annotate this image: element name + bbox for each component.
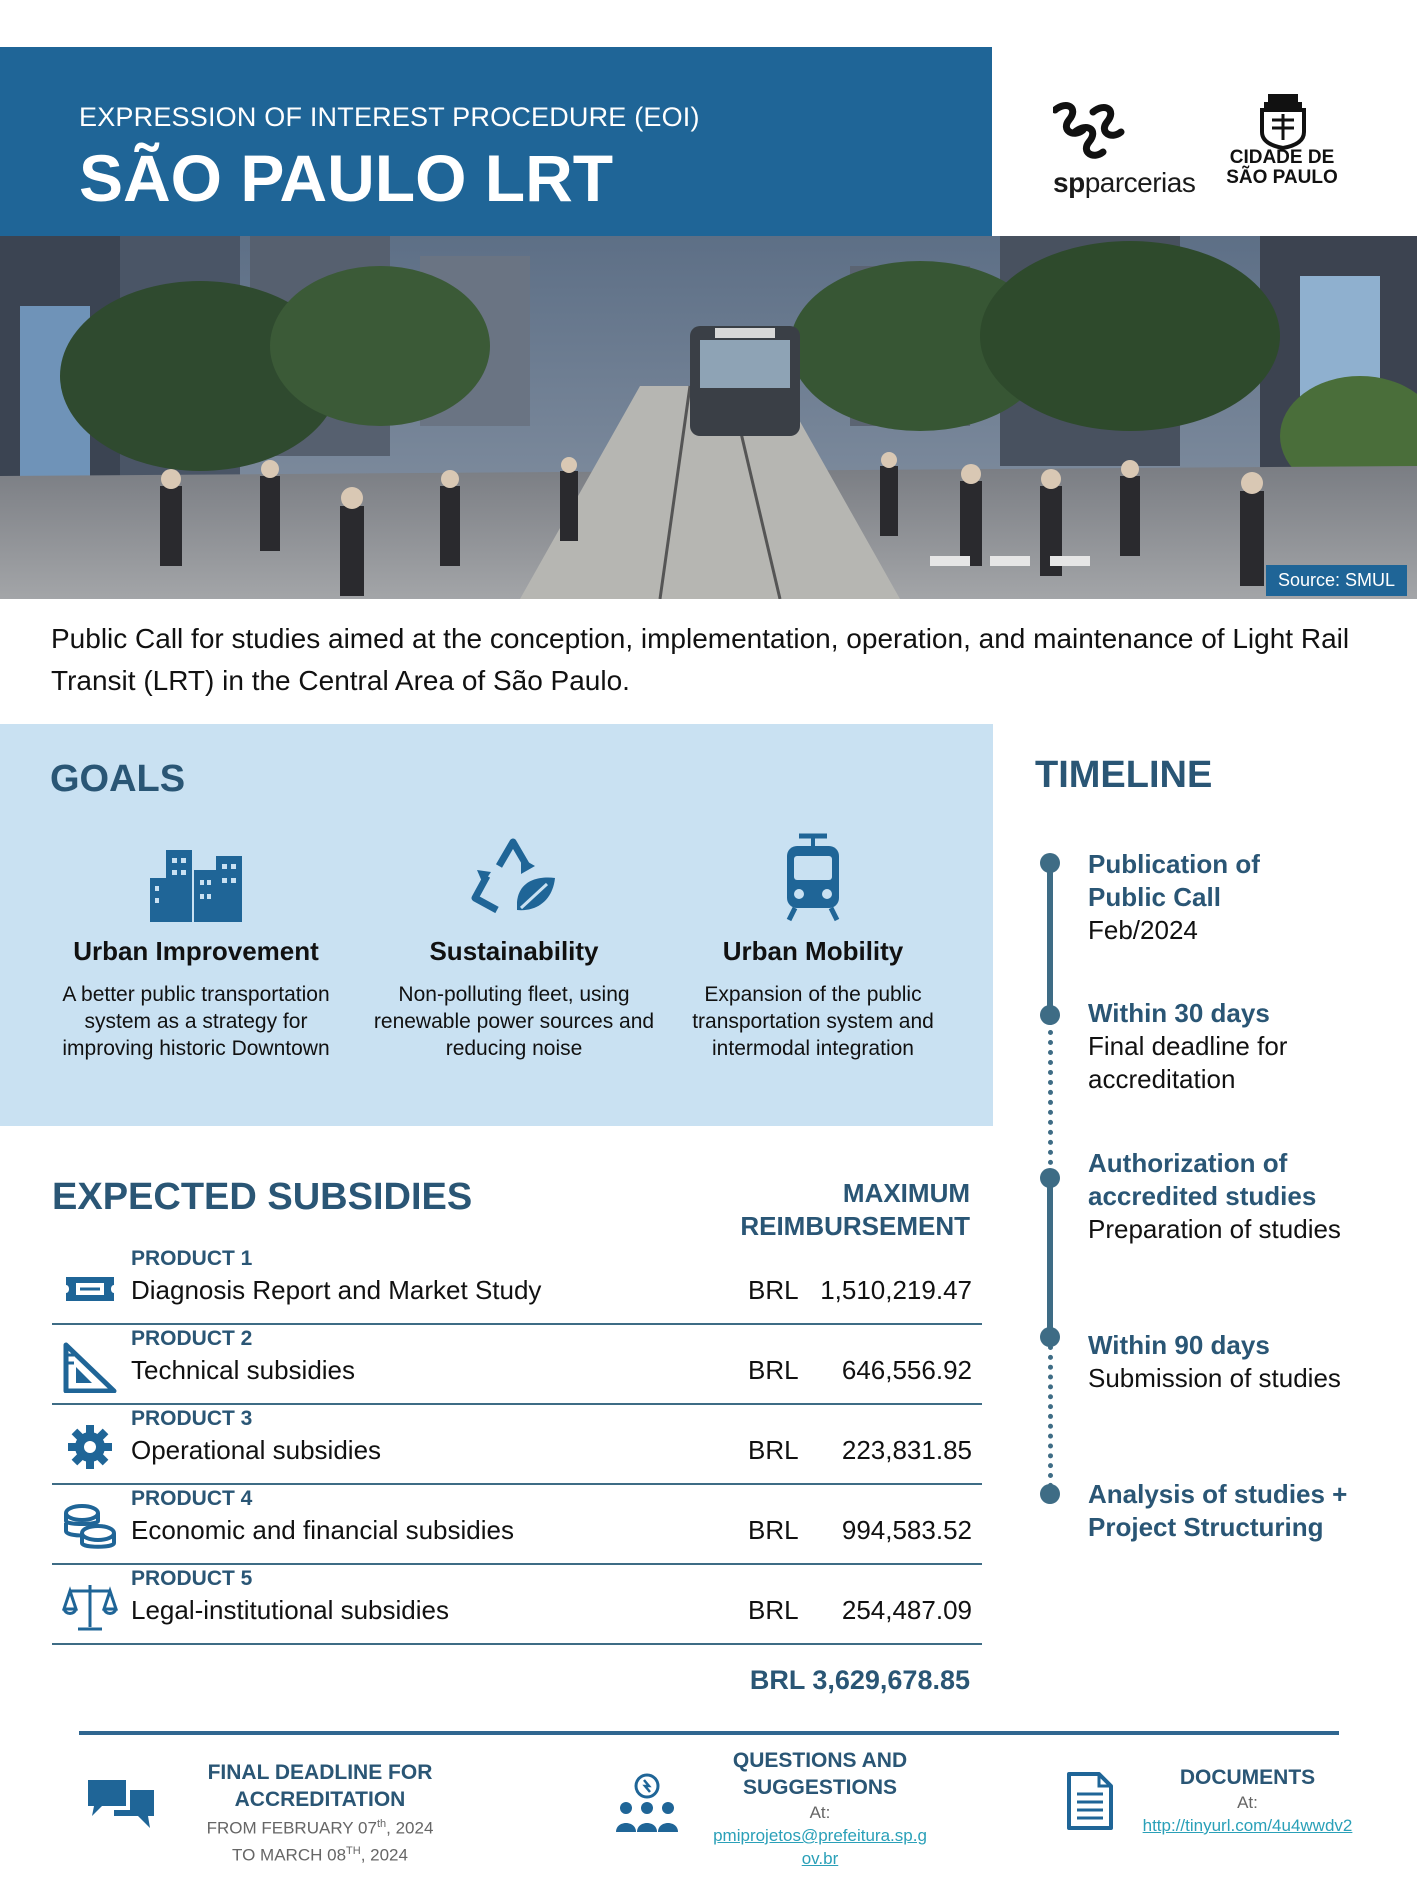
- documents-link[interactable]: http://tinyurl.com/4u4wwdv2: [1142, 1816, 1353, 1835]
- questions-email-link[interactable]: pmiprojetos@prefeitura.sp.g: [713, 1826, 927, 1845]
- product-name: Legal-institutional subsidies: [131, 1595, 449, 1625]
- scales-icon: [62, 1581, 118, 1633]
- recycle-leaf-icon: [364, 840, 664, 922]
- product-label: PRODUCT 3: [131, 1407, 253, 1430]
- product-value: 223,831.85: [841, 1435, 972, 1465]
- timeline-dot: [1040, 1005, 1060, 1025]
- timeline-connector-dotted: [1048, 1020, 1057, 1175]
- goal-sustainability: [364, 840, 664, 1062]
- product-value: 1,510,219.47: [820, 1275, 972, 1305]
- document-icon: [1067, 1772, 1113, 1830]
- timeline-item: Authorization of accredited studies Preparation of studies: [1088, 1148, 1341, 1244]
- timeline-connector-solid: [1047, 863, 1053, 1013]
- gear-icon: [62, 1421, 118, 1473]
- city-buildings-icon: [46, 840, 346, 922]
- coins-icon: [62, 1501, 118, 1553]
- header-subtitle: EXPRESSION OF INTEREST PROCEDURE (EOI): [79, 102, 700, 132]
- product-currency: BRL: [748, 1515, 799, 1545]
- spparcerias-wordmark: spparcerias: [1053, 167, 1196, 198]
- goal-title: Urban Improvement: [73, 936, 319, 966]
- tram-icon: [663, 840, 963, 922]
- goal-description: Non-polluting fleet, using renewable power sources and reducing noise: [373, 983, 655, 1060]
- product-currency: BRL: [748, 1275, 799, 1305]
- product-name: Operational subsidies: [131, 1435, 382, 1465]
- goal-title: Urban Mobility: [722, 936, 904, 966]
- chat-bubbles-icon: [86, 1776, 156, 1832]
- product-currency: BRL: [748, 1355, 799, 1385]
- goal-title: Sustainability: [429, 936, 599, 966]
- product-row: [52, 1403, 982, 1485]
- goal-urban-mobility: [663, 840, 963, 1062]
- product-name: Technical subsidies: [131, 1355, 356, 1385]
- goal-description: A better public transportation system as a strategy for improving historic Downtown: [62, 983, 330, 1060]
- product-label: PRODUCT 5: [131, 1567, 253, 1590]
- intro-paragraph: Public Call for studies aimed at the conception, implementation, operation, and maintenance of Light Rail Transit (LRT) in the Central Area of São Paulo.: [51, 623, 1350, 696]
- footer-questions: QUESTIONS AND SUGGESTIONS At: pmiprojetos@prefeitura.sp.g ov.br: [680, 1747, 960, 1870]
- goal-urban-improvement: [46, 840, 346, 1062]
- product-currency: BRL: [748, 1595, 799, 1625]
- footer-documents: DOCUMENTS At: http://tinyurl.com/4u4wwdv2: [1125, 1764, 1370, 1837]
- product-label: PRODUCT 1: [131, 1247, 253, 1270]
- product-label: PRODUCT 4: [131, 1487, 253, 1510]
- goal-description: Expansion of the public transportation system and intermodal integration: [692, 983, 934, 1060]
- product-row: [52, 1243, 982, 1325]
- timeline-item: Analysis of studies + Project Structuring: [1088, 1479, 1348, 1542]
- timeline-heading: TIMELINE: [1035, 754, 1213, 796]
- timeline-item: Within 90 days Submission of studies: [1088, 1330, 1341, 1393]
- product-row: [52, 1563, 982, 1645]
- photo-source-caption: Source: SMUL: [1266, 565, 1407, 596]
- goals-heading: GOALS: [50, 758, 186, 800]
- footer-divider: [79, 1731, 1339, 1735]
- subsidies-heading: EXPECTED SUBSIDIES: [52, 1176, 473, 1218]
- product-name: Economic and financial subsidies: [131, 1515, 514, 1545]
- timeline-dot: [1040, 853, 1060, 873]
- product-row: [52, 1323, 982, 1405]
- timeline-dot: [1040, 1327, 1060, 1347]
- set-square-icon: [62, 1341, 118, 1393]
- page-title: SÃO PAULO LRT: [79, 141, 614, 215]
- product-currency: BRL: [748, 1435, 799, 1465]
- max-reimbursement-heading: MAXIMUM REIMBURSEMENT: [740, 1178, 970, 1241]
- timeline-connector-solid: [1047, 1180, 1053, 1338]
- timeline-item: Publication of Public Call Feb/2024: [1088, 849, 1260, 945]
- timeline-connector-dotted: [1048, 1345, 1057, 1488]
- product-value: 994,583.52: [841, 1515, 972, 1545]
- ticket-icon: [62, 1261, 118, 1313]
- product-label: PRODUCT 2: [131, 1327, 253, 1350]
- subsidies-total: BRL 3,629,678.85: [749, 1665, 970, 1695]
- footer-deadline: FINAL DEADLINE FOR ACCREDITATION FROM FEBRUARY 07th, 2024 TO MARCH 08TH, 2024: [206, 1761, 434, 1865]
- product-value: 646,556.92: [841, 1355, 972, 1385]
- product-row: [52, 1483, 982, 1565]
- timeline-item: Within 30 days Final deadline for accreditation: [1088, 998, 1288, 1094]
- product-name: Diagnosis Report and Market Study: [131, 1275, 542, 1305]
- team-idea-icon: [614, 1772, 680, 1836]
- lrt-street-photo: [0, 236, 1417, 599]
- timeline-dot: [1040, 1484, 1060, 1504]
- questions-email-link-cont[interactable]: ov.br: [801, 1849, 839, 1868]
- city-wordmark: CIDADE DE SÃO PAULO: [1226, 147, 1338, 188]
- timeline-dot: [1040, 1168, 1060, 1188]
- product-value: 254,487.09: [841, 1595, 972, 1625]
